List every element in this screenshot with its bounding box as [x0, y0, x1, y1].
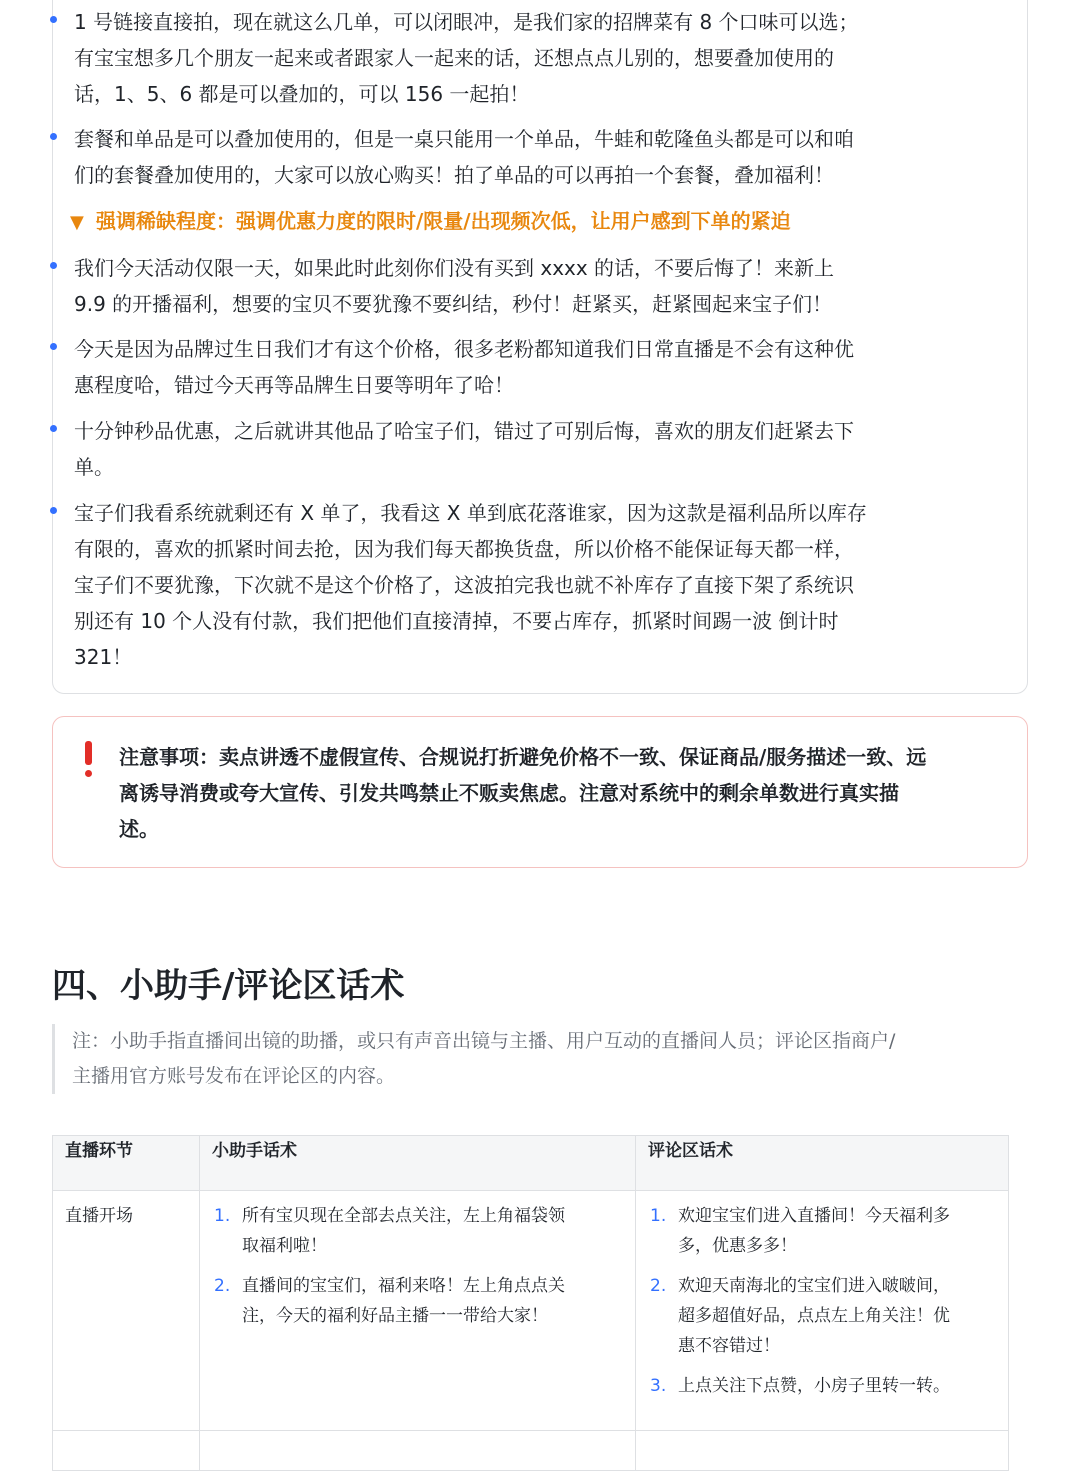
table-row [53, 1191, 1009, 1431]
list-item-line: 话，1、5、6 都是可以叠加的，可以 156 一起拍！ [74, 82, 530, 106]
exclamation-icon [85, 741, 93, 777]
list-item-line: 有宝宝想多几个朋友一起来或者跟家人一起来的话，还想点点儿别的，想要叠加使用的 [74, 46, 834, 70]
list-item [648, 1271, 996, 1361]
list-item-line: 注，今天的福利好品主播一一带给大家！ [242, 1306, 548, 1326]
bullet-icon [50, 133, 57, 140]
list-item-line: 宝子们我看系统就剩还有 X 单了，我看这 X 单到底花落谁家，因为这款是福利品所以库存 [74, 501, 867, 525]
warning-text-line: 述。 [119, 817, 159, 841]
bullet-icon [50, 425, 57, 432]
list-item [74, 495, 934, 675]
bullet-icon [50, 16, 57, 23]
list-item-line: 别还有 10 个人没有付款，我们把他们直接清掉，不要占库存，抓紧时间踢一波 倒计时 [74, 609, 839, 633]
warning-text-line: 离诱导消费或夸大宣传、引发共鸣禁止不贩卖焦虑。注意对系统中的剩余单数进行真实描 [119, 781, 899, 805]
bullet-icon [50, 507, 57, 514]
list-item [212, 1271, 623, 1331]
list-item-line: 超多超值好品，点点左上角关注！优 [678, 1306, 950, 1326]
list-item-line: 宝子们不要犹豫，下次就不是这个价格了，这波拍完我也就不补库存了直接下架了系统识 [74, 573, 854, 597]
list-item-line: 惠程度哈，错过今天再等品牌生日要等明年了哈！ [74, 373, 514, 397]
list-item [212, 1201, 623, 1261]
list-number: 3. [650, 1376, 667, 1396]
list-item-line: 9.9 的开播福利，想要的宝贝不要犹豫不要纠结，秒付！赶紧买，赶紧囤起来宝子们！ [74, 292, 833, 316]
note-quote [52, 1024, 1030, 1094]
list-item-line: 今天是因为品牌过生日我们才有这个价格，很多老粉都知道我们日常直播是不会有这种优 [74, 337, 854, 361]
list-item-line: 上点关注下点赞，小房子里转一转。 [678, 1376, 950, 1396]
collapsible-heading[interactable] [70, 206, 791, 236]
table-cell [53, 1191, 200, 1431]
warning-text-line: 注意事项：卖点讲透不虚假宣传、合规说打折避免价格不一致、保证商品/服务描述一致、远 [119, 745, 927, 769]
list-item [74, 4, 934, 112]
list-item-line: 取福利啦！ [242, 1236, 327, 1256]
list-item-line: 我们今天活动仅限一天，如果此时此刻你们没有买到 xxxx 的话，不要后悔了！来新上 [74, 256, 835, 280]
table-cell [636, 1191, 1009, 1431]
list-item [648, 1201, 996, 1261]
list-item-line: 们的套餐叠加使用的，大家可以放心购买！拍了单品的可以再拍一个套餐，叠加福利！ [74, 163, 834, 187]
list-number: 2. [214, 1276, 231, 1296]
list-number: 1. [214, 1206, 231, 1226]
emphasis-heading: 强调稀缺程度：强调优惠力度的限时/限量/出现频次低，让用户感到下单的紧迫 [96, 209, 791, 233]
table-header-row [53, 1136, 1009, 1191]
list-item-line: 欢迎宝宝们进入直播间！今天福利多 [678, 1206, 950, 1226]
bullet-icon [50, 343, 57, 350]
column-header: 评论区话术 [636, 1136, 1009, 1191]
column-header: 小助手话术 [200, 1136, 636, 1191]
list-item-line: 所有宝贝现在全部去点关注，左上角福袋领 [242, 1206, 565, 1226]
note-line: 注：小助手指直播间出镜的助播，或只有声音出镜与主播、用户互动的直播间人员；评论区指商户/ [72, 1030, 896, 1052]
note-line: 主播用官方账号发布在评论区的内容。 [72, 1065, 396, 1087]
list-item [74, 250, 934, 322]
list-number: 1. [650, 1206, 667, 1226]
list-number: 2. [650, 1276, 667, 1296]
table-cell [200, 1191, 636, 1431]
section-heading: 四、小助手/评论区话术 [52, 966, 405, 1006]
list-item-line: 有限的，喜欢的抓紧时间去抢，因为我们每天都换货盘，所以价格不能保证每天都一样， [74, 537, 854, 561]
list-item-line: 多，优惠多多！ [678, 1236, 797, 1256]
list-item-line: 惠不容错过！ [678, 1336, 780, 1356]
stage-label: 直播开场 [65, 1206, 133, 1226]
script-table [52, 1135, 1009, 1471]
list-item [74, 121, 934, 193]
list-item [648, 1371, 996, 1401]
list-item [74, 331, 934, 403]
triangle-down-icon[interactable]: ▼ [70, 212, 84, 233]
column-header: 直播环节 [53, 1136, 200, 1191]
list-item-line: 套餐和单品是可以叠加使用的，但是一桌只能用一个单品，牛蛙和乾隆鱼头都是可以和咱 [74, 127, 854, 151]
list-item-line: 1 号链接直接拍，现在就这么几单，可以闭眼冲，是我们家的招牌菜有 8 个口味可以选； [74, 10, 859, 34]
list-item-line: 十分钟秒品优惠，之后就讲其他品了哈宝子们，错过了可别后悔，喜欢的朋友们赶紧去下 [74, 419, 854, 443]
list-item [74, 413, 934, 485]
table-row [53, 1431, 1009, 1471]
list-item-line: 321！ [74, 645, 133, 669]
list-item-line: 直播间的宝宝们，福利来咯！左上角点点关 [242, 1276, 565, 1296]
warning-callout [52, 716, 1028, 868]
list-item-line: 单。 [74, 455, 114, 479]
list-item-line: 欢迎天南海北的宝宝们进入啵啵间， [678, 1276, 950, 1296]
bullet-icon [50, 262, 57, 269]
